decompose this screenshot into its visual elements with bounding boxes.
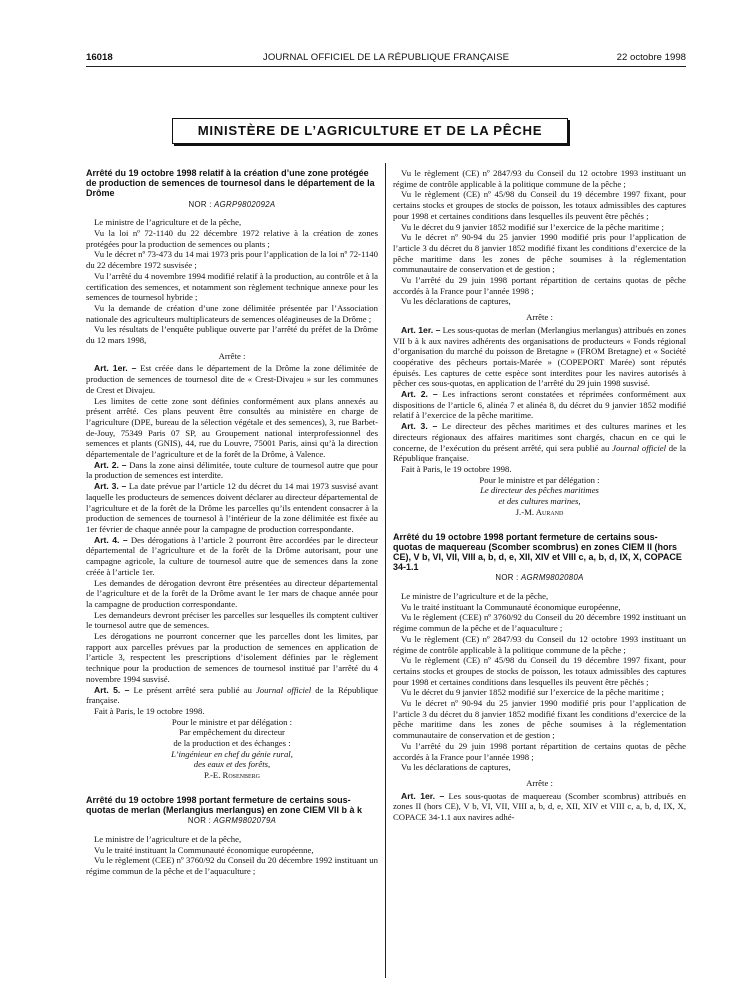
paragraph: Vu la demande de création d’une zone délimitée présentée par l’Association nationale des agriculteurs multiplicateurs de semences oléagineuses de la Drôme ; [86, 302, 378, 324]
signature-line: et des cultures marines, [498, 496, 581, 507]
article-2: Art. 2. – Les infractions seront constatées et réprimées conformément aux dispositions de l’article 6, alinéa 7 et alinéa 8, du décret du 9 janvier 1852 modifié relatif à l’exercice de la pêche maritime. [393, 389, 686, 421]
article-1: Art. 1er. – Les sous-quotas de maquereau (Scomber scombrus) attribués en zones II (hors CE), V b, VI, VII, VIII a, b, d, e, XII, XIV et VIII c, a, b, d, IX, X, COPACE 34-1.1 aux navires adhé- [393, 790, 687, 823]
paragraph: Vu le règlement (CEE) nº 3760/92 du Conseil du 20 décembre 1992 instituant un régime commun de la pêche et de l’aquaculture ; [393, 612, 686, 634]
article-label: Art. 1er. – [401, 790, 445, 801]
nor-reference: NOR : AGRP9802092A [188, 199, 276, 209]
paragraph: Les demandes de dérogation devront être présentées au directeur départemental de l’agriculture et de la forêt de la Drôme avant le 1er mars de chaque année pour la campagne de production correspondante. [86, 577, 378, 609]
paragraph: Vu le règlement (CE) nº 2847/93 du Conseil du 12 octobre 1993 instituant un régime de contrôle applicable à la politique commune de la pêche ; [393, 168, 686, 189]
done-at: Fait à Paris, le 19 octobre 1998. [401, 463, 512, 474]
nor-reference: NOR : AGRM9802079A [187, 816, 277, 826]
page-header [86, 52, 686, 66]
section-gap [86, 781, 378, 795]
paragraph: Vu les déclarations de captures, [401, 762, 511, 773]
article-label: Art. 4. – [94, 534, 128, 545]
paragraph: Les dérogations ne pourront concerner que les parcelles dont les limites, par rapport aux parcelles prévues par la production de semences en application de l’article 3, respectent les prescriptions d’isolement définies par le règlement technique pour la production de semences de tournesol institué par l’arrêté du 4 novembre 1994 susvisé. [86, 631, 378, 684]
right-column [393, 168, 686, 823]
done-at: Fait à Paris, le 19 octobre 1998. [94, 705, 205, 716]
arrete-heading: Arrête : [218, 350, 246, 361]
paragraph: Les demandeurs devront préciser les parcelles sur lesquelles ils comptent cultiver le tournesol autre que de semences. [86, 609, 378, 631]
header-rule [86, 66, 686, 67]
signature-line: Pour le ministre et par délégation : [171, 716, 293, 727]
paragraph: Vu le règlement (CE) nº 2847/93 du Conseil du 12 octobre 1993 instituant un régime de contrôle applicable à la politique commune de la pêche ; [393, 633, 686, 655]
signature-line: de la production et des échanges : [173, 738, 291, 749]
article-5: Art. 5. – Le présent arrêté sera publié au Journal officiel de la République française. [86, 684, 379, 706]
paragraph: Vu le traité instituant la Communauté économique européenne, [401, 601, 621, 612]
decree-mackerel-quotas [393, 532, 686, 823]
nor-reference: NOR : AGRM9802080A [495, 573, 584, 583]
section-gap [393, 518, 686, 532]
paragraph: Le ministre de l’agriculture et de la pêche, [94, 217, 242, 228]
decree-title: Arrêté du 19 octobre 1998 portant fermeture de certains sous-quotas de maquereau (Scomber scombrus) en zones CIEM II (hors CE), V b, VI, VII, VIII a, b, d, e, XII, XIV et VIII c, a, b, d, IX, X, COPACE 34-1.1 [393, 531, 682, 573]
paragraph: Vu le décret du 9 janvier 1852 modifié sur l’exercice de la pêche maritime ; [401, 221, 664, 232]
article-1: Art. 1er. – Est créée dans le département de la Drôme la zone délimitée de production de semences de tournesol dite de « Crest-Divajeu » sur les communes de Crest et Divajeu. [86, 363, 378, 395]
paragraph: Vu les résultats de l’enquête publique ouverte par l’arrêté du préfet de la Drôme du 12 mars 1998, [86, 324, 378, 346]
article-2: Art. 2. – Dans la zone ainsi délimitée, toute culture de tournesol autre que pour la production de semences est interdite. [86, 459, 378, 481]
article-label: Art. 3. – [401, 421, 438, 432]
signature-line: Pour le ministre et par délégation : [479, 474, 600, 485]
decree-title: Arrêté du 19 octobre 1998 relatif à la création d’une zone protégée de production de semences de tournesol dans le département de la Drôme [86, 168, 375, 199]
signature-line: L’ingénieur en chef du génie rural, [171, 748, 293, 759]
signature-line: des eaux et des forêts, [193, 759, 271, 770]
article-1: Art. 1er. – Les sous-quotas de merlan (Merlangius merlangus) attribués en zones VII b à k aux navires adhérents des organisations de producteurs « Fonds régional d’organisation du marché du poisson de Bretagne » (FROM Bretagne) et « Société coopérative des pêcheurs portais-Marée » (COPEPORT Marée) sont réputés épuisés. Les captures de cette espèce sont interdites pour les navires autorisés à pêcher ces sous-quotas, en application de l’arrêté du 29 juin 1998 susvisé. [393, 324, 687, 389]
article-4: Art. 4. – Des dérogations à l’article 2 pourront être accordées par le directeur départemental de l’agriculture et de la forêt de la Drôme autorisant, pour une campagne agricole, la culture de tournesol autre que de semences dans la zone créée à l’article 1er. [86, 534, 378, 577]
article-label: Art. 1er. – [94, 363, 137, 374]
paragraph: Vu le règlement (CE) nº 45/98 du Conseil du 19 décembre 1997 fixant, pour certains stocks et groupes de stocks de poisson, les totaux admissibles des captures pour 1998 et certaines conditions dans lesquelles ils peuvent être pêchés ; [393, 655, 686, 687]
paragraph: Le ministre de l’agriculture et de la pêche, [94, 833, 242, 844]
paragraph: Vu le décret du 9 janvier 1852 modifié sur l’exercice de la pêche maritime ; [401, 687, 664, 698]
column-divider [385, 163, 386, 978]
paragraph: Vu le règlement (CEE) nº 3760/92 du Conseil du 20 décembre 1992 instituant un régime commun de la pêche et de l’aquaculture ; [86, 855, 378, 877]
signature-line: Par empêchement du directeur [179, 727, 285, 738]
paragraph: Le ministre de l’agriculture et de la pêche, [401, 591, 549, 602]
article-label: Art. 1er. – [401, 324, 441, 335]
ministry-banner: MINISTÈRE DE L’AGRICULTURE ET DE LA PÊCHE [172, 118, 568, 144]
paragraph: Vu le règlement (CE) nº 45/98 du Conseil du 19 décembre 1997 fixant, pour certains stocks et groupes de stocks de poisson, les totaux admissibles des captures pour 1998 et certaines conditions dans lesquelles ils peuvent être pêchés ; [393, 189, 686, 221]
decree-whiting-quotas [86, 795, 378, 877]
paragraph: Vu la loi nº 72-1140 du 22 décembre 1972 relative à la création de zones protégées pour la production de semences ou plants ; [86, 228, 378, 249]
journal-title: JOURNAL OFFICIEL DE LA RÉPUBLIQUE FRANÇAISE [262, 52, 510, 63]
arrete-heading: Arrête : [526, 777, 553, 788]
article-label: Art. 2. – [94, 459, 127, 470]
paragraph: Les limites de cette zone sont définies conformément aux plans annexés au présent arrêté. Ces plans peuvent être consultés au ministère en charge de l’agriculture (DPE, bureau de la sélection végétale et des semences), 3, rue Barbet-de-Jouy, 75349 Paris 07 SP, au Groupement national interprofessionnel des semences et plants (GNIS), 44, rue du Louvre, 75001 Paris, ainsi qu’à la direction départementale de l’agriculture et de la forêt de la Drôme, à Valence. [86, 395, 378, 460]
article-label: Art. 5. – [94, 684, 130, 695]
article-3: Art. 3. – Le directeur des pêches maritimes et des cultures marines et les directeurs régionaux des affaires maritimes sont chargés, chacun en ce qui le concerne, de l’exécution du présent arrêté, qui sera publié au Journal officiel de la République française. [393, 421, 686, 464]
page-number: 16018 [86, 52, 113, 63]
signatory-name: J.-M. Aurand [515, 506, 564, 517]
article-label: Art. 3. – [94, 481, 127, 492]
paragraph: Vu le décret nº 90-94 du 25 janvier 1990 modifié pris pour l’application de l’article 3 du décret du 8 janvier 1852 modifié fixant les conditions d’exercice de la pêche maritime dans les zones de pêche soumises à la réglementation communautaire de conservation et de gestion ; [393, 232, 686, 275]
arrete-heading: Arrête : [526, 312, 553, 323]
decree-title: Arrêté du 19 octobre 1998 portant fermeture de certains sous-quotas de merlan (Merlangius merlangus) en zone CIEM VII b à k [86, 794, 363, 816]
decree-whiting-continued [393, 168, 686, 518]
paragraph: Vu le traité instituant la Communauté économique européenne, [94, 844, 314, 855]
signature-line: Le directeur des pêches maritimes [480, 485, 599, 496]
left-column [86, 168, 378, 877]
decree-sunflower-seeds [86, 168, 378, 781]
signatory-name: P.-E. Rosenberg [203, 770, 261, 781]
paragraph: Vu l’arrêté du 29 juin 1998 portant répartition de certains quotas de pêche accordés à la France pour l’année 1998 ; [393, 275, 686, 296]
paragraph: Vu l’arrêté du 4 novembre 1994 modifié relatif à la production, au contrôle et à la certification des semences, et notamment son règlement technique annexe pour les semences de tournesol hybride ; [86, 270, 378, 303]
paragraph: Vu les déclarations de captures, [401, 296, 511, 307]
article-3: Art. 3. – La date prévue par l’article 12 du décret du 14 mai 1973 susvisé avant laquelle les producteurs de semences doivent déclarer au directeur départemental de l’agriculture et de la forêt de la Drôme les parcelles qu’ils entendent consacrer à la production de semences de tournesol à l’intérieur de la zone délimitée est fixée au 1er février de chaque année pour la campagne de production correspondante. [86, 481, 378, 534]
paragraph: Vu l’arrêté du 29 juin 1998 portant répartition de certains quotas de pêche accordés à la France pour l’année 1998 ; [393, 740, 686, 762]
paragraph: Vu le décret nº 90-94 du 25 janvier 1990 modifié pris pour l’application de l’article 3 du décret du 8 janvier 1852 modifié fixant les conditions d’exercice de la pêche maritime dans les zones de pêche soumises à la réglementation communautaire de conservation et de gestion ; [393, 698, 686, 741]
paragraph: Vu le décret nº 73-473 du 14 mai 1973 pris pour l’application de la loi nº 72-1140 du 22 décembre 1972 susvisée ; [86, 249, 378, 271]
issue-date: 22 octobre 1998 [616, 52, 686, 63]
article-label: Art. 2. – [401, 389, 438, 400]
